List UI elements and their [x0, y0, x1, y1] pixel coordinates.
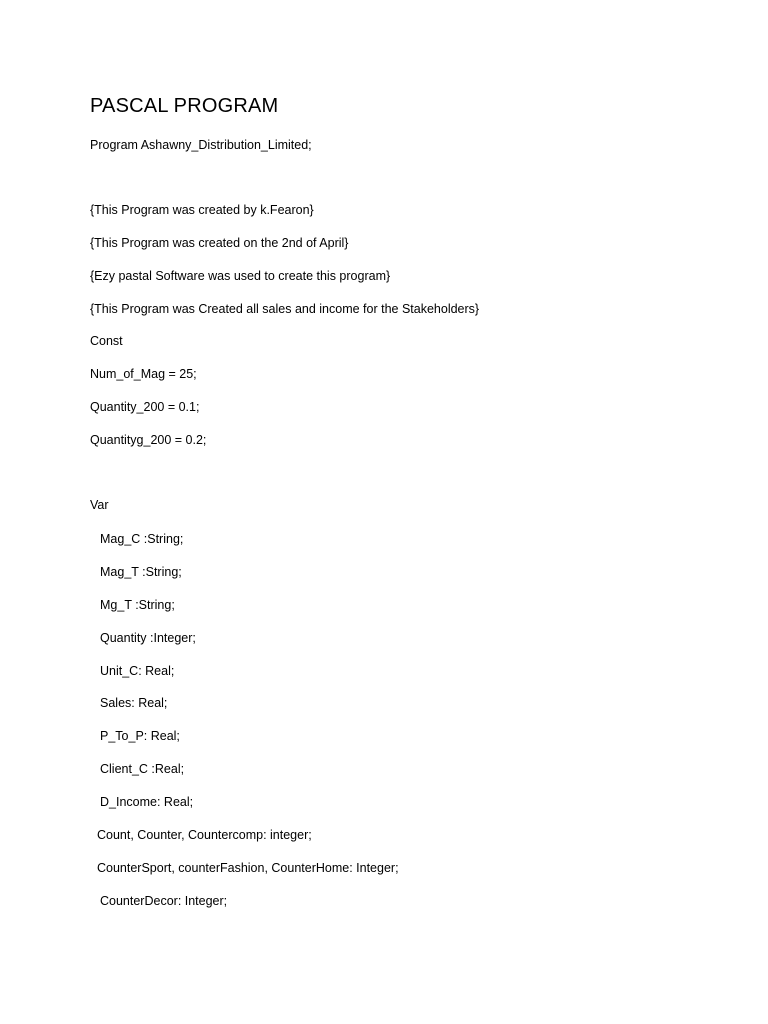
comment-line: {This Program was created on the 2nd of April} — [90, 236, 349, 250]
comment-line: {This Program was Created all sales and income for the Stakeholders} — [90, 302, 480, 316]
variable-line: Mg_T :String; — [100, 598, 175, 612]
comment-line: {This Program was created by k.Fearon} — [90, 203, 314, 217]
variable-line: CounterDecor: Integer; — [100, 894, 228, 908]
constant-line: Quantityg_200 = 0.2; — [90, 433, 207, 447]
variable-line: Mag_C :String; — [100, 532, 184, 546]
var-keyword: Var — [90, 498, 109, 512]
variable-line: Quantity :Integer; — [100, 631, 196, 645]
variable-line: Mag_T :String; — [100, 565, 182, 579]
document-heading: PASCAL PROGRAM — [90, 95, 279, 117]
const-keyword: Const — [90, 334, 123, 348]
program-line: Program Ashawny_Distribution_Limited; — [90, 138, 312, 152]
variable-line: Sales: Real; — [100, 696, 168, 710]
variable-line: Count, Counter, Countercomp: integer; — [97, 828, 312, 842]
variable-line: Client_C :Real; — [100, 762, 185, 776]
constant-line: Quantity_200 = 0.1; — [90, 400, 200, 414]
variable-line: P_To_P: Real; — [100, 729, 180, 743]
constant-line: Num_of_Mag = 25; — [90, 367, 197, 381]
variable-line: CounterSport, counterFashion, CounterHome: Integer; — [97, 861, 399, 875]
variable-line: Unit_C: Real; — [100, 664, 175, 678]
variable-line: D_Income: Real; — [100, 795, 194, 809]
comment-line: {Ezy pastal Software was used to create this program} — [90, 269, 391, 283]
